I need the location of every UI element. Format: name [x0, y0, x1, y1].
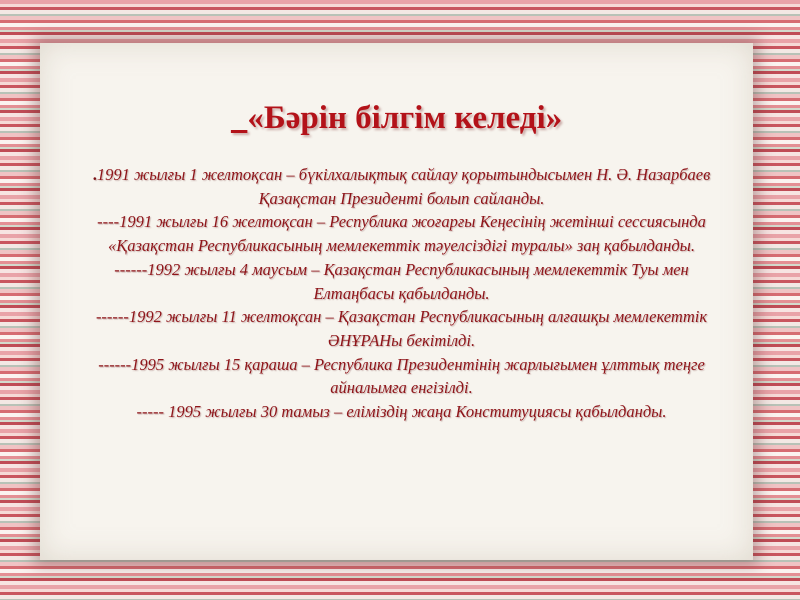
bullet-marker: . [92, 165, 97, 184]
title-underline-lead [231, 100, 248, 136]
timeline-item: ----- 1995 жылғы 30 тамыз – еліміздің жаңа Конституциясы қабылданды. [136, 402, 667, 422]
timeline-item: ------1992 жылғы 11 желтоқсан – Қазақстан Республикасының алғашқы мемлекеттік ӘНҰРАНы бекітілді. [95, 307, 708, 350]
timeline-item: ------1992 жылғы 4 маусым – Қазақстан Республикасының мемлекеттік Туы мен Елтаңбасы қабылданды. [114, 259, 689, 303]
title-text: «Бәрін білгім келеді» [247, 100, 563, 136]
slide-title [40, 100, 753, 137]
slide-panel [40, 43, 753, 560]
timeline-item-text: 1991 жылғы 1 желтоқсан – бүкілхалықтық сайлау қорытындысымен Н. Ә. Назарбаев Қазақстан Президенті болып сайланды. [96, 165, 711, 208]
timeline-item: ----1991 жылғы 16 желтоқсан – Республика жоғарғы Кеңесінің жетінші сессиясында «Қазақстан Республикасының мемлекеттік тәуелсіздігі туралы» заң қабылданды. [97, 212, 706, 256]
timeline-item [72, 163, 731, 210]
timeline-text [72, 163, 731, 424]
timeline-item: ------1995 жылғы 15 қараша – Республика Президентінің жарлығымен ұлттық теңге айналымға енгізілді. [98, 354, 705, 398]
